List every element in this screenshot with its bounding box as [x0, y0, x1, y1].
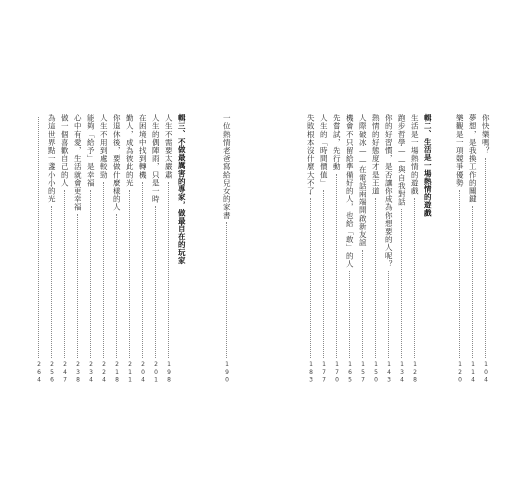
- dot-leader: [90, 190, 91, 358]
- dot-leader: [485, 158, 486, 358]
- toc-entry-page: 157: [359, 360, 367, 384]
- toc-entry-title: 你的好習慣，是否讓你成為你想要的人呢？: [384, 114, 394, 268]
- toc-entry-title: 在困境中找到轉機: [138, 114, 148, 179]
- toc-entry-title: 做一個喜歡自己的人: [60, 114, 70, 187]
- toc-entry-title: 人生不需要太嚴肅: [164, 114, 174, 179]
- dot-leader: [226, 222, 227, 357]
- toc-entry-title: 先嘗試，先行動: [332, 114, 342, 171]
- toc-entry-title: 人生的「時間價值」: [319, 114, 329, 187]
- toc-entry: [480, 114, 491, 384]
- toc-entry-page: 170: [333, 360, 341, 384]
- toc-entry: [85, 114, 96, 384]
- toc-entry: [357, 114, 368, 384]
- toc-entry-title: 熱情的好態度才是王道: [371, 114, 381, 195]
- dot-leader: [51, 206, 52, 357]
- toc-entry: [150, 114, 161, 384]
- toc-entry: [344, 114, 355, 384]
- dot-leader: [129, 190, 130, 358]
- toc-entry-title: 生活是一場熱情的遊戲: [410, 114, 420, 195]
- toc-entry-page: 218: [113, 360, 121, 384]
- dot-leader: [336, 174, 337, 358]
- dot-leader: [459, 190, 460, 358]
- toc-entry-page: 134: [398, 360, 406, 384]
- toc-entry-title: 你退休後，要做什麼樣的人: [112, 114, 122, 212]
- section-heading-title: 輯二、生活是一場熱情的遊戲: [423, 114, 433, 217]
- dot-leader: [310, 198, 311, 358]
- dot-leader: [168, 182, 169, 358]
- toc-entry: [409, 114, 420, 384]
- dot-leader: [64, 190, 65, 358]
- toc-entry: [454, 114, 465, 384]
- toc-entry-page: 183: [307, 360, 315, 384]
- toc-entry-page: 204: [139, 360, 147, 384]
- dot-leader: [155, 206, 156, 357]
- toc-entry-title: 跑步哲學——與自我對話: [397, 114, 407, 207]
- toc-entry: [221, 114, 232, 384]
- toc-entry: [383, 114, 394, 384]
- toc-entry-page: 201: [152, 360, 160, 384]
- toc-entry-page: 177: [320, 360, 328, 384]
- toc-entry-page: 234: [87, 360, 95, 384]
- toc-entry-page: 114: [469, 360, 477, 384]
- toc-entry-page: 256: [48, 360, 56, 384]
- toc-entry-title: 人生的偶陣雨，只是一時: [151, 114, 161, 204]
- toc-entry-title: 能夠「給予」是幸福: [86, 114, 96, 187]
- dot-leader: [349, 271, 350, 358]
- toc-entry-page: 264: [35, 360, 43, 384]
- toc-entry-title: 一位熱情老爸寫給兒女的家書: [222, 114, 232, 220]
- dot-leader: [414, 198, 415, 358]
- toc-entry-title: 為這世界點一盞小小的光: [47, 114, 57, 204]
- toc-entry-page: 238: [74, 360, 82, 384]
- dot-leader: [116, 214, 117, 357]
- dot-leader: [472, 206, 473, 357]
- toc-entry-page: 150: [372, 360, 380, 384]
- dot-leader: [38, 117, 39, 358]
- dot-leader: [323, 190, 324, 358]
- section-heading: [422, 114, 433, 384]
- toc-entry: [305, 114, 316, 384]
- toc-entry-page: 165: [346, 360, 354, 384]
- toc-entry-page: 198: [165, 360, 173, 384]
- toc-entry: [370, 114, 381, 384]
- toc-entry: [59, 114, 70, 384]
- toc-entry: [163, 114, 174, 384]
- toc-entry: [33, 114, 44, 384]
- dot-leader: [388, 271, 389, 358]
- toc-entry-title: 失敗根本沒什麼大不了: [306, 114, 316, 195]
- toc-entry: [137, 114, 148, 384]
- toc-entry-title: 機會不只留給準備好的人，也給「敢」的人: [345, 114, 355, 268]
- dot-leader: [103, 182, 104, 358]
- toc-entry-page: 104: [482, 360, 490, 384]
- toc-entry-page: 190: [223, 360, 231, 384]
- toc-entry-title: 夢想，是我換工作的關鍵: [468, 114, 478, 204]
- dot-leader: [142, 182, 143, 358]
- toc-entry: [467, 114, 478, 384]
- right-page: [260, 0, 520, 500]
- toc-entry-title: 勤人，成為彼此的光: [125, 114, 135, 187]
- toc-entry-page: 211: [126, 360, 134, 384]
- toc-entry: [46, 114, 57, 384]
- section-heading-title: 輯三、不做最厲害的專家，做最自在的玩家: [177, 114, 187, 265]
- dot-leader: [401, 209, 402, 357]
- toc-entry: [98, 114, 109, 384]
- toc-entry: [124, 114, 135, 384]
- toc-entry-title: 你快樂嗎？: [481, 114, 491, 155]
- toc-entry: [331, 114, 342, 384]
- toc-entry: [396, 114, 407, 384]
- toc-entry-page: 120: [456, 360, 464, 384]
- toc-entry: [318, 114, 329, 384]
- toc-entry-page: 247: [61, 360, 69, 384]
- toc-entry-title: 人生不用到處較勁: [99, 114, 109, 179]
- section-heading: [176, 114, 187, 384]
- toc-entry: [72, 114, 83, 384]
- toc-entry-title: 樂觀是一項競爭優勢: [455, 114, 465, 187]
- dot-leader: [362, 250, 363, 358]
- toc-entry-page: 224: [100, 360, 108, 384]
- toc-entry: [111, 114, 122, 384]
- toc-entry-title: 心中有愛，生活就會更幸福: [73, 114, 83, 212]
- toc-entry-page: 128: [411, 360, 419, 384]
- dot-leader: [77, 214, 78, 357]
- toc-entry-page: 143: [385, 360, 393, 384]
- toc-entry-title: 人際破冰——在電話兩端開啟新友誼: [358, 114, 368, 247]
- dot-leader: [375, 198, 376, 358]
